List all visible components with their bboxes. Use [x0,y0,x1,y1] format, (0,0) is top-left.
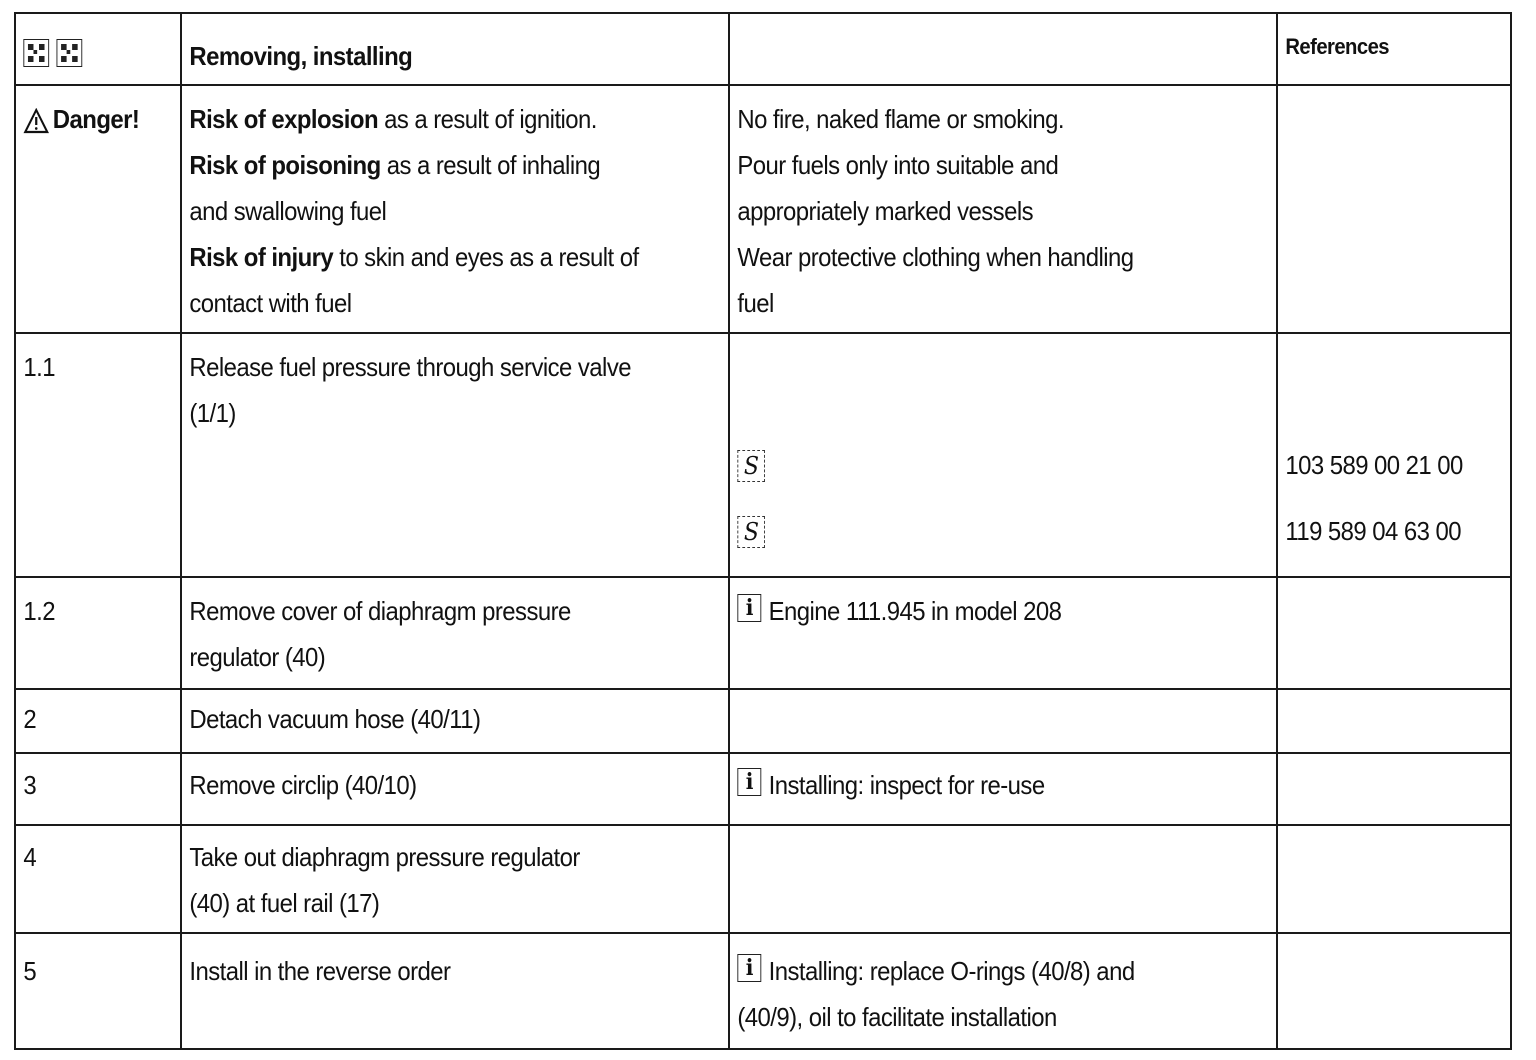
step-number: 5 [23,956,37,986]
step-note-cell [729,333,1277,577]
risk-line: and swallowing fuel [189,196,387,226]
header-empty-cell [729,13,1277,85]
note-line: (40/9), oil to facilitate installation [737,1002,1057,1032]
step-note-cell [729,689,1277,753]
step-action-cell [181,577,729,689]
header-row [15,13,1511,85]
step-number-cell [15,825,181,933]
action-line: Remove cover of diaphragm pressure [189,596,571,626]
step-number: 4 [23,842,37,872]
action-line: Install in the reverse order [189,956,451,986]
step-number: 1.1 [23,352,55,382]
danger-risks-cell [181,85,729,333]
warning-triangle-icon [23,108,49,134]
action-line: Detach vacuum hose (40/11) [189,704,481,734]
step-row [15,333,1511,577]
danger-label-cell [15,85,181,333]
step-action-cell [181,689,729,753]
step-number-cell [15,933,181,1049]
step-action-cell [181,753,729,825]
note-line: Engine 111.945 in model 208 [768,596,1062,626]
header-title-cell [181,13,729,85]
step-note-cell [729,825,1277,933]
info-icon: i [737,954,761,982]
risk-line: Risk of explosion as a result of ignition. [189,104,597,134]
header-references-cell [1277,13,1511,85]
danger-references-cell [1277,85,1511,333]
measure-line: appropriately marked vessels [737,196,1034,226]
step-number-cell [15,753,181,825]
assembly-icon [56,39,82,67]
danger-row [15,85,1511,333]
measure-line: Pour fuels only into suitable and [737,150,1059,180]
tool-reference-number: 119 589 04 63 00 [1285,516,1461,546]
special-tool-icon: S [737,450,765,482]
step-references-cell [1277,933,1511,1049]
action-line: (1/1) [189,398,236,428]
tool-reference-number: 103 589 00 21 00 [1285,450,1463,480]
assembly-icon [23,39,49,67]
step-note-cell [729,577,1277,689]
info-icon: i [737,768,761,796]
step-references-cell [1277,753,1511,825]
step-references-cell [1277,333,1511,577]
procedure-sheet [14,12,1510,1046]
step-number-cell [15,333,181,577]
step-row [15,933,1511,1049]
action-line: Take out diaphragm pressure regulator [189,842,580,872]
danger-label: Danger! [52,104,140,134]
step-row [15,689,1511,753]
step-number: 1.2 [23,596,55,626]
step-note-cell [729,933,1277,1049]
procedure-table [14,12,1512,1050]
step-references-cell [1277,825,1511,933]
step-row [15,577,1511,689]
measure-line: Wear protective clothing when handling [737,242,1134,272]
step-row [15,825,1511,933]
danger-measures-cell [729,85,1277,333]
step-references-cell [1277,689,1511,753]
action-line: Remove circlip (40/10) [189,770,417,800]
step-action-cell [181,333,729,577]
step-number: 3 [23,770,37,800]
step-action-cell [181,825,729,933]
risk-line: contact with fuel [189,288,352,318]
step-number: 2 [23,704,37,734]
action-line: regulator (40) [189,642,326,672]
info-icon: i [737,594,761,622]
action-line: Release fuel pressure through service valve [189,352,631,382]
step-number-cell [15,577,181,689]
risk-line: Risk of poisoning as a result of inhaling [189,150,601,180]
header-icon-cell [15,13,181,85]
note-line: Installing: inspect for re-use [768,770,1045,800]
measure-line: No fire, naked flame or smoking. [737,104,1065,134]
special-tool-icon: S [737,516,765,548]
step-row [15,753,1511,825]
action-line: (40) at fuel rail (17) [189,888,380,918]
header-title: Removing, installing [189,41,413,71]
note-line: Installing: replace O-rings (40/8) and [768,956,1135,986]
step-references-cell [1277,577,1511,689]
step-note-cell [729,753,1277,825]
measure-line: fuel [737,288,774,318]
references-label: References [1285,34,1389,59]
step-number-cell [15,689,181,753]
step-action-cell [181,933,729,1049]
risk-line: Risk of injury to skin and eyes as a result of [189,242,639,272]
